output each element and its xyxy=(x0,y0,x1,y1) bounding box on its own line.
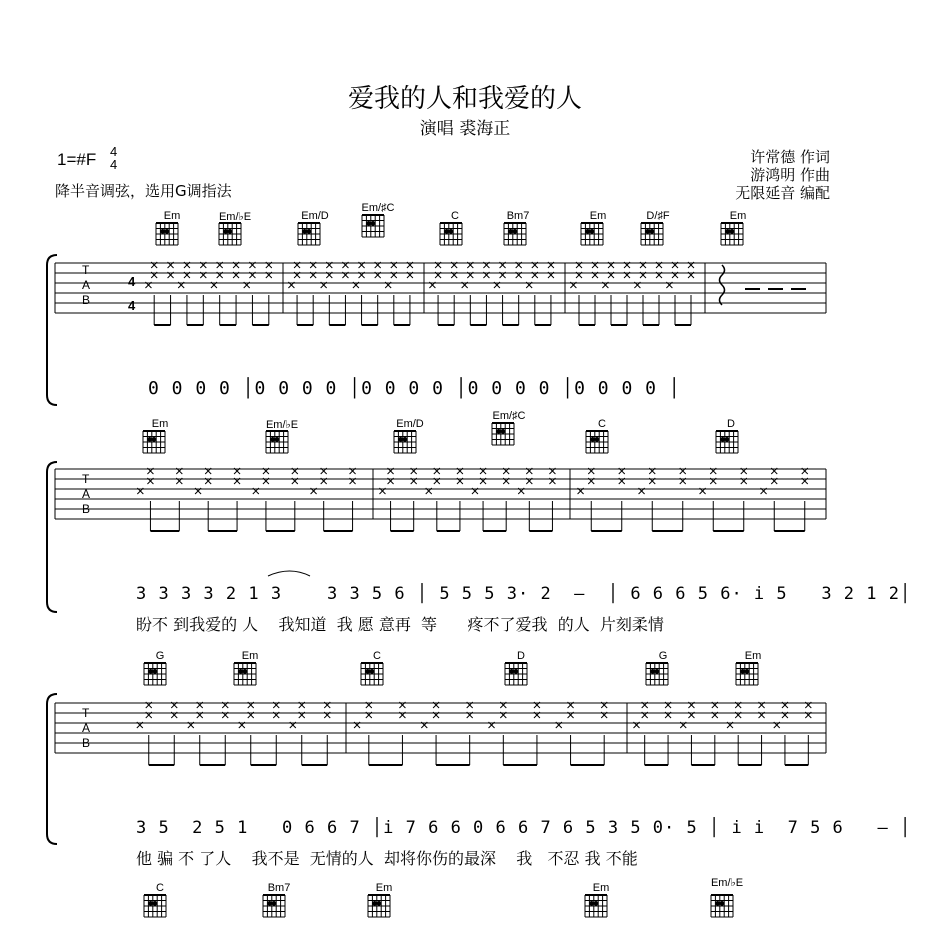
chord-finger-dot xyxy=(594,901,599,906)
chord-finger-dot xyxy=(650,229,655,234)
numbered-notation: 3 3 3 3 2 1 3 3 3 5 6 │ 5 5 5 3· 2 — │ 6 6 6 5 6· i 5 3 2 1 2│ xyxy=(136,584,912,604)
chord-name: Em xyxy=(163,210,181,222)
chord-finger-dot xyxy=(377,901,382,906)
tuning-note: 降半音调弦，选用G调指法 xyxy=(55,182,232,200)
chord-name: D/♯F xyxy=(646,210,670,222)
lyrics-line: 他 骗 不 了人 我不是 无情的人 却将你伤的最深 我 不忍 我 不能 xyxy=(136,849,638,868)
lyricist-credit: 许常德 作词 xyxy=(750,148,830,166)
chord-finger-dot xyxy=(228,229,233,234)
song-title: 爱我的人和我爱的人 xyxy=(347,84,582,114)
chord-name: Em xyxy=(375,882,393,894)
chord-finger-dot xyxy=(449,229,454,234)
chord-name: D xyxy=(517,650,525,662)
chord-finger-dot xyxy=(403,437,408,442)
chord-name: Em/♭E xyxy=(710,877,744,889)
chord-finger-dot xyxy=(513,229,518,234)
chord-name: Em xyxy=(151,418,169,430)
chord-finger-dot xyxy=(243,669,248,674)
chord-finger-dot xyxy=(595,437,600,442)
chord-finger-dot xyxy=(165,229,170,234)
arranger-credit: 无限延音 编配 xyxy=(735,184,830,202)
chord-finger-dot xyxy=(223,229,228,234)
chord-name: Em xyxy=(744,650,762,662)
singer-line: 演唱 裘海正 xyxy=(419,119,511,139)
chord-finger-dot xyxy=(148,669,153,674)
lyrics-line: 盼不 到我爱的 人 我知道 我 愿 意再 等 疼不了爱我 的人 片刻柔情 xyxy=(136,615,664,634)
numbered-notation: 0 0 0 0 │0 0 0 0 │0 0 0 0 │0 0 0 0 │0 0 0 0 │ xyxy=(148,378,681,399)
chord-finger-dot xyxy=(585,229,590,234)
chord-finger-dot xyxy=(745,669,750,674)
chord-name: G xyxy=(155,650,165,662)
chord-finger-dot xyxy=(398,437,403,442)
chord-name: Em xyxy=(589,210,607,222)
chord-finger-dot xyxy=(501,429,506,434)
chord-name: Em/D xyxy=(301,210,329,222)
chord-finger-dot xyxy=(238,669,243,674)
tie-arc xyxy=(268,571,310,576)
chord-finger-dot xyxy=(650,669,655,674)
chord-name: C xyxy=(156,882,164,894)
chord-name: Em xyxy=(729,210,747,222)
time-top: 4 xyxy=(110,144,118,159)
chord-name: D xyxy=(727,418,735,430)
numbered-notation: 3 5 2 5 1 0 6 6 7 │i 7 6 6 0 6 6 7 6 5 3 5 0· 5 │ i i 7 5 6 — │ xyxy=(136,818,912,838)
chord-name: Bm7 xyxy=(506,210,530,222)
chord-finger-dot xyxy=(272,901,277,906)
chord-finger-dot xyxy=(275,437,280,442)
chord-finger-dot xyxy=(590,437,595,442)
chord-name: Em/♭E xyxy=(265,419,299,431)
chord-finger-dot xyxy=(148,901,153,906)
tab-clef: T A B xyxy=(82,706,91,750)
chord-finger-dot xyxy=(366,221,371,226)
chord-finger-dot xyxy=(740,669,745,674)
chord-name: C xyxy=(451,210,459,222)
chord-finger-dot xyxy=(496,429,501,434)
chord-finger-dot xyxy=(655,669,660,674)
chord-finger-dot xyxy=(730,229,735,234)
time-bottom: 4 xyxy=(110,157,118,172)
tab-time-signature: 4 4 xyxy=(128,274,136,313)
chord-name: Em/♯C xyxy=(492,410,526,422)
chord-finger-dot xyxy=(589,901,594,906)
chord-finger-dot xyxy=(370,669,375,674)
chord-finger-dot xyxy=(720,437,725,442)
arpeggio-mark xyxy=(720,265,725,305)
chord-finger-dot xyxy=(153,669,158,674)
chord-finger-dot xyxy=(152,437,157,442)
tab-clef: T A B xyxy=(82,263,91,307)
chord-name: Em/D xyxy=(396,418,424,430)
chord-finger-dot xyxy=(725,229,730,234)
chord-finger-dot xyxy=(720,901,725,906)
chord-finger-dot xyxy=(160,229,165,234)
chord-finger-dot xyxy=(153,901,158,906)
chord-name: Em xyxy=(241,650,259,662)
chord-finger-dot xyxy=(270,437,275,442)
chord-name: Em/♭E xyxy=(218,211,252,223)
chord-finger-dot xyxy=(509,669,514,674)
chord-finger-dot xyxy=(307,229,312,234)
key-signature: 1=#F xyxy=(57,150,97,169)
chord-finger-dot xyxy=(715,901,720,906)
chord-finger-dot xyxy=(147,437,152,442)
chord-finger-dot xyxy=(372,901,377,906)
chord-name: Em xyxy=(592,882,610,894)
chord-finger-dot xyxy=(590,229,595,234)
chord-finger-dot xyxy=(508,229,513,234)
chord-finger-dot xyxy=(444,229,449,234)
chord-finger-dot xyxy=(267,901,272,906)
chord-finger-dot xyxy=(365,669,370,674)
chord-name: Bm7 xyxy=(267,882,291,894)
composer-credit: 游鸿明 作曲 xyxy=(750,166,830,184)
chord-name: Em/♯C xyxy=(361,202,395,214)
tab-clef: T A B xyxy=(82,472,91,516)
chord-name: G xyxy=(658,650,668,662)
chord-finger-dot xyxy=(645,229,650,234)
chord-name: C xyxy=(598,418,606,430)
chord-name: C xyxy=(373,650,381,662)
chord-finger-dot xyxy=(514,669,519,674)
chord-finger-dot xyxy=(302,229,307,234)
chord-finger-dot xyxy=(725,437,730,442)
chord-finger-dot xyxy=(371,221,376,226)
